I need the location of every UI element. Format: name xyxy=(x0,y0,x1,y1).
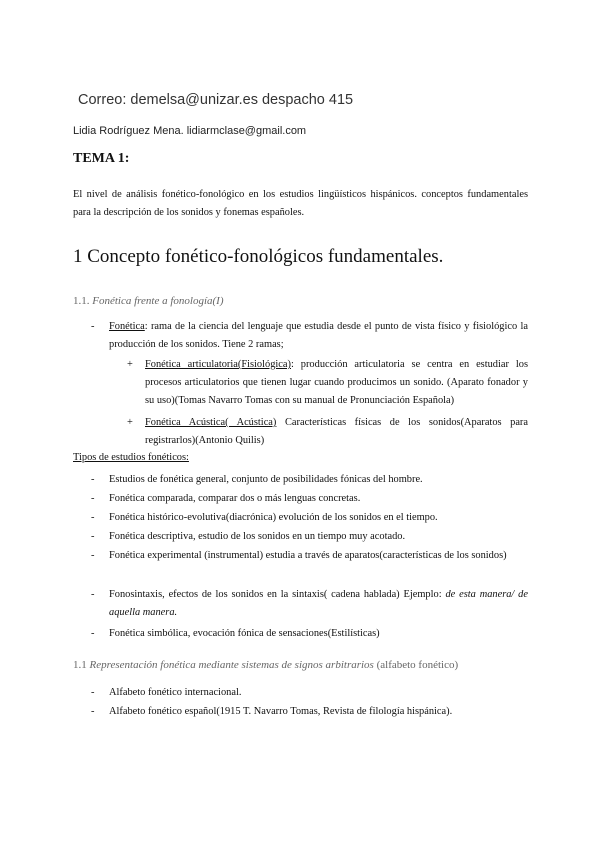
tema-intro: El nivel de análisis fonético-fonológico en los estudios lingüísticos hispánicos. conceptos fundamentales para la descripción de los sonidos y fonemas españoles. xyxy=(73,189,528,218)
list-item-fonetica xyxy=(109,318,528,354)
bullet-dash: - xyxy=(91,550,95,561)
bullet-dash: - xyxy=(91,628,95,639)
bullet-dash: - xyxy=(91,321,95,332)
list-item-simbolica: Fonética simbólica, evocación fónica de sensaciones(Estilísticas) xyxy=(109,628,380,639)
section-title: Fonética frente a fonología(I) xyxy=(92,295,224,307)
term-fonetica-articulatoria: Fonética articulatoria(Fisiológica) xyxy=(145,359,291,370)
bullet-dash: - xyxy=(91,706,95,717)
section-title-suffix: (alfabeto fonético) xyxy=(373,659,459,671)
list-item-type: Fonética histórico-evolutiva(diacrónica) evolución de los sonidos en el tiempo. xyxy=(109,512,438,523)
bullet-dash: - xyxy=(91,493,95,504)
list-item-fonosintaxis xyxy=(109,586,528,622)
list-item-type: Estudios de fonética general, conjunto de posibilidades fónicas del hombre. xyxy=(109,474,423,485)
bullet-dash: - xyxy=(91,589,95,600)
section-number: 1.1. xyxy=(73,295,90,307)
list-item-fonetica-acustica xyxy=(145,414,528,450)
list-item-alphabet: Alfabeto fonético español(1915 T. Navarro Tomas, Revista de filología hispánica). xyxy=(109,706,453,717)
bullet-dash: - xyxy=(91,474,95,485)
section-1-1-heading xyxy=(73,295,224,307)
bullet-dash: - xyxy=(91,512,95,523)
list-item-type: Fonética descriptiva, estudio de los sonidos en un tiempo muy acotado. xyxy=(109,531,406,542)
definition-fonetica: : rama de la ciencia del lenguaje que estudia desde el punto de vista físico y fisiológico la producción de los sonidos. Tiene 2 ramas; xyxy=(109,321,528,350)
section-1-1-representation-heading xyxy=(73,659,458,671)
bullet-dash: - xyxy=(91,531,95,542)
section-number: 1.1 xyxy=(73,659,87,671)
section-1-heading: 1 Concepto fonético-fonológicos fundamentales. xyxy=(73,246,444,267)
list-item-type: Fonética experimental (instrumental) estudia a través de aparatos(características de los sonidos) xyxy=(109,550,507,561)
list-item-fonetica-articulatoria xyxy=(145,356,528,410)
bullet-dash: - xyxy=(91,687,95,698)
term-fonetica: Fonética xyxy=(109,321,145,332)
definition-fonetica-acustica: Características físicas de los sonidos(Aparatos para registrarlos)(Antonio Quilis) xyxy=(145,417,529,446)
bullet-plus: + xyxy=(127,417,133,428)
term-fonetica-acustica: Fonética Acústica( Acústica) xyxy=(145,417,277,428)
section-title: Representación fonética mediante sistemas de signos arbitrarios xyxy=(89,659,374,671)
tema-title: TEMA 1: xyxy=(73,151,130,166)
definition-fonetica-articulatoria: : producción articulatoria se centra en estudiar los procesos articulatorios que tienen lugar cuando producimos un sonido. (Aparato fonador y su uso)(Tomas Navarro Tomas con su manual de Pronunciación Española) xyxy=(145,359,528,406)
fonosintaxis-text: Fonosintaxis, efectos de los sonidos en la sintaxis( cadena hablada) Ejemplo: xyxy=(109,589,446,600)
list-item-type: Fonética comparada, comparar dos o más lenguas concretas. xyxy=(109,493,361,504)
bullet-plus: + xyxy=(127,359,133,370)
types-heading: Tipos de estudios fonéticos: xyxy=(73,452,189,463)
fonosintaxis-example: de esta manera/ de aquella manera. xyxy=(109,589,528,618)
list-item-alphabet: Alfabeto fonético internacional. xyxy=(109,687,242,698)
author-line: Lidia Rodríguez Mena. lidiarmclase@gmail.com xyxy=(73,125,307,137)
contact-email-line: Correo: demelsa@unizar.es despacho 415 xyxy=(78,92,354,108)
